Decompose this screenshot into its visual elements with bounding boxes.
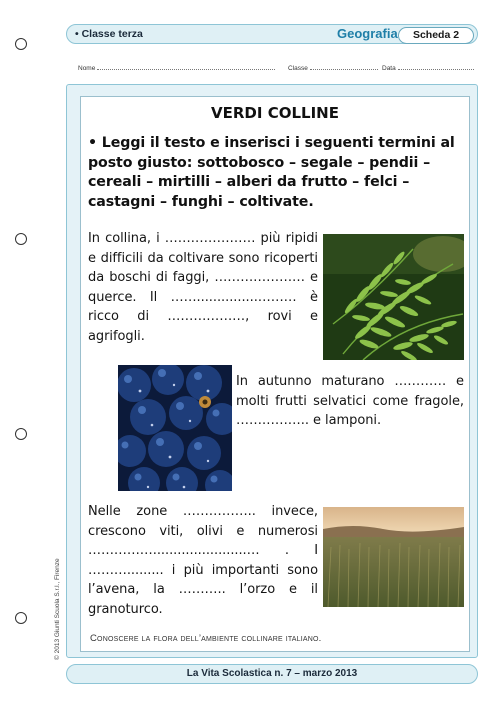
instructions: • Leggi il testo e inserisci i seguenti termini al posto giusto: sottobosco – segale – pendii – cereali – mirtilli – alberi da frutto – felci – castagni – funghi – coltivate. <box>88 135 455 210</box>
class-field[interactable]: Classe <box>288 63 378 72</box>
binder-hole <box>15 612 27 624</box>
paragraph-hill-slopes: In collina, i ………………… più ripidi e difficili da coltivare sono ricoperti da boschi di faggi, ………………… e querce. Il ……...............……… è ricco di ………………, rovi e agrifogli. <box>88 231 318 344</box>
subject-label: Geografia <box>337 26 398 41</box>
name-field[interactable]: Nome <box>78 63 275 72</box>
binder-hole <box>15 233 27 245</box>
blueberries-image <box>118 365 232 491</box>
learning-objective: Conoscere la flora dell’ambiente collinare italiano. <box>90 633 322 644</box>
fern-image <box>323 234 464 360</box>
paragraph-cultivated-zones: Nelle zone …………….. invece, crescono viti, olivi e numerosi …………….......................… . I ………......... i più importanti sono l’avena, la ……….. l’orzo e il granoturco. <box>88 504 318 617</box>
paragraph-autumn-fruits: In autunno maturano ………… e molti frutti selvatici come fragole, …………….. e lamponi. <box>236 374 464 428</box>
binder-hole <box>15 38 27 50</box>
wheat-field-image <box>323 507 464 607</box>
header-bar <box>66 24 478 44</box>
binder-hole <box>15 428 27 440</box>
worksheet-title: VERDI COLLINE <box>211 104 339 122</box>
date-field[interactable]: Data <box>382 63 474 72</box>
sheet-badge: Scheda 2 <box>398 27 474 44</box>
copyright-notice: © 2013 Giunti Scuola S.r.l., Firenze <box>54 558 61 660</box>
grade-label: • Classe terza <box>75 28 143 40</box>
student-fields <box>78 63 478 75</box>
footer-bar: La Vita Scolastica n. 7 – marzo 2013 <box>66 664 478 684</box>
